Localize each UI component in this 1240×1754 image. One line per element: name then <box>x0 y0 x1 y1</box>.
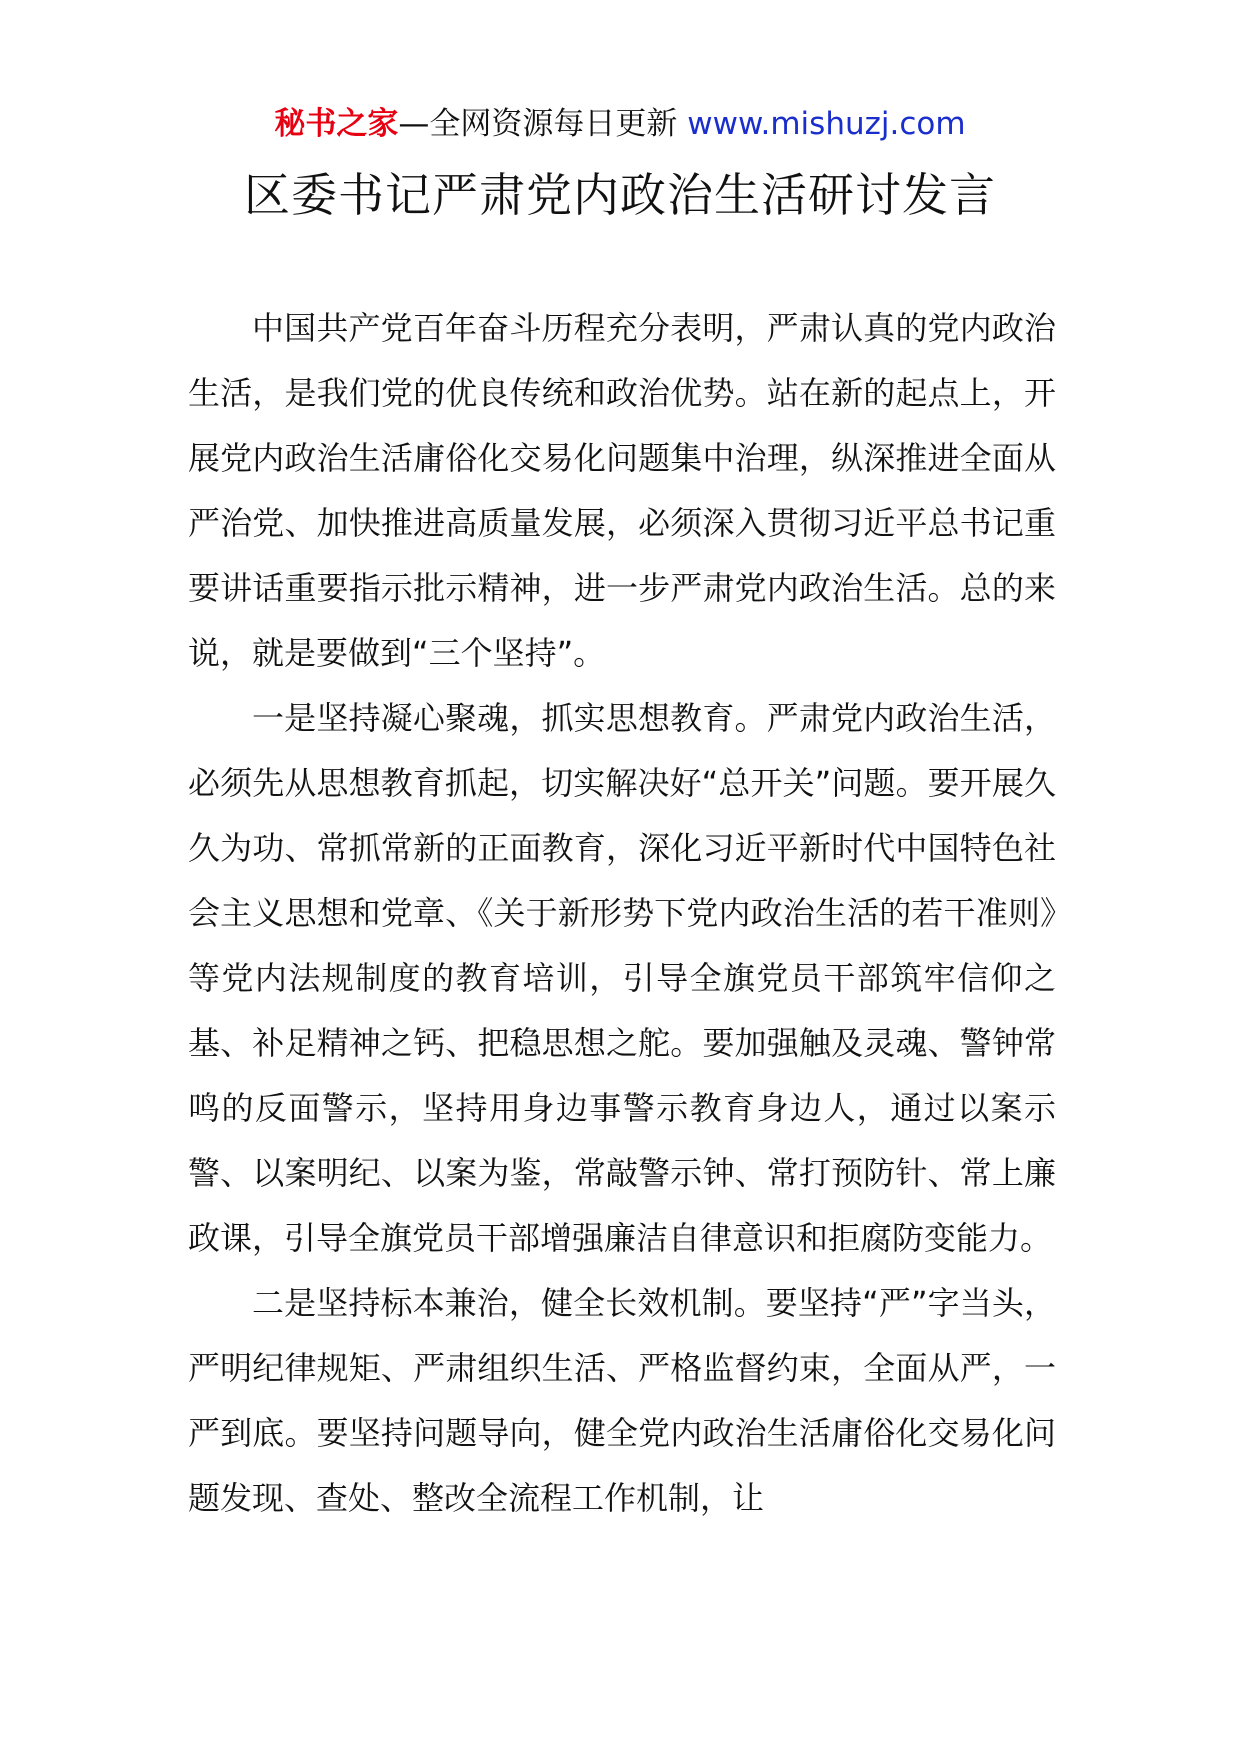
paragraph-3: 二是坚持标本兼治，健全长效机制。要坚持“严”字当头，严明纪律规矩、严肃组织生活、严格监督约束，全面从严，一严到底。要坚持问题导向，健全党内政治生活庸俗化交易化问题发现、查处、整改全流程工作机制，让 <box>188 1284 1056 1517</box>
site-brand: 秘书之家 <box>274 106 399 142</box>
site-url: www.mishuzj.com <box>687 106 966 142</box>
site-banner <box>0 104 1240 144</box>
site-tagline: —全网资源每日更新 <box>398 106 688 142</box>
paragraph-2: 一是坚持凝心聚魂，抓实思想教育。严肃党内政治生活，必须先从思想教育抓起，切实解决好“总开关”问题。要开展久久为功、常抓常新的正面教育，深化习近平新时代中国特色社会主义思想和党章、《关于新形势下党内政治生活的若干准则》等党内法规制度的教育培训，引导全旗党员干部筑牢信仰之基、补足精神之钙、把稳思想之舵。要加强触及灵魂、警钟常鸣的反面警示，坚持用身边事警示教育身边人，通过以案示警、以案明纪、以案为鉴，常敲警示钟、常打预防针、常上廉政课，引导全旗党员干部增强廉洁自律意识和拒腐防变能力。 <box>188 699 1056 1257</box>
paragraph-1: 中国共产党百年奋斗历程充分表明，严肃认真的党内政治生活，是我们党的优良传统和政治优势。站在新的起点上，开展党内政治生活庸俗化交易化问题集中治理，纵深推进全面从严治党、加快推进高质量发展，必须深入贯彻习近平总书记重要讲话重要指示批示精神，进一步严肃党内政治生活。总的来说，就是要做到“三个坚持”。 <box>188 309 1056 672</box>
document-body <box>188 296 1056 1531</box>
document-title: 区委书记严肃党内政治生活研讨发言 <box>244 168 996 222</box>
